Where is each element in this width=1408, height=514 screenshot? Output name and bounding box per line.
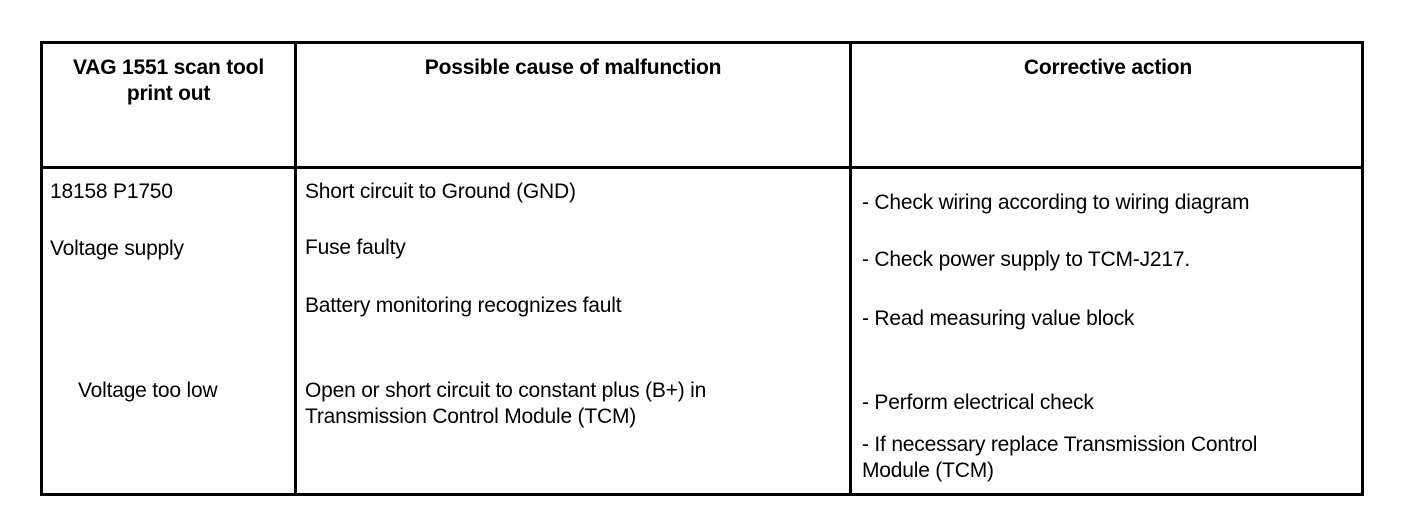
cause-open-or-short-circuit-line2: Transmission Control Module (TCM) xyxy=(305,405,637,428)
fault-condition: Voltage too low xyxy=(78,379,218,402)
fault-description: Voltage supply xyxy=(50,237,184,260)
header-scan-tool xyxy=(43,55,294,107)
action-check-wiring: - Check wiring according to wiring diagram xyxy=(862,191,1250,214)
header-scan-tool-line2: print out xyxy=(126,82,211,105)
header-separator xyxy=(43,166,1361,169)
action-electrical-check: - Perform electrical check xyxy=(862,391,1094,414)
cause-open-or-short-circuit-line1: Open or short circuit to constant plus (B+) in xyxy=(305,379,707,402)
action-check-power-supply: - Check power supply to TCM-J217. xyxy=(862,248,1190,271)
cause-open-or-short-circuit xyxy=(305,378,706,430)
malfunction-table xyxy=(40,41,1364,496)
header-corrective-action: Corrective action xyxy=(1023,56,1193,79)
header-possible-cause: Possible cause of malfunction xyxy=(424,56,722,79)
header-scan-tool-line1: VAG 1551 scan tool xyxy=(73,56,264,79)
cause-fuse-faulty: Fuse faulty xyxy=(305,236,406,259)
action-replace-tcm-line2: Module (TCM) xyxy=(862,459,994,482)
fault-code: 18158 P1750 xyxy=(50,180,173,203)
action-replace-tcm xyxy=(862,432,1257,484)
action-replace-tcm-line1: - If necessary replace Transmission Control xyxy=(862,433,1258,456)
cause-battery-monitoring: Battery monitoring recognizes fault xyxy=(305,294,622,317)
cause-short-to-ground: Short circuit to Ground (GND) xyxy=(305,180,576,203)
column-divider-2 xyxy=(849,44,852,493)
column-divider-1 xyxy=(294,44,297,493)
action-read-measuring-block: - Read measuring value block xyxy=(862,307,1135,330)
